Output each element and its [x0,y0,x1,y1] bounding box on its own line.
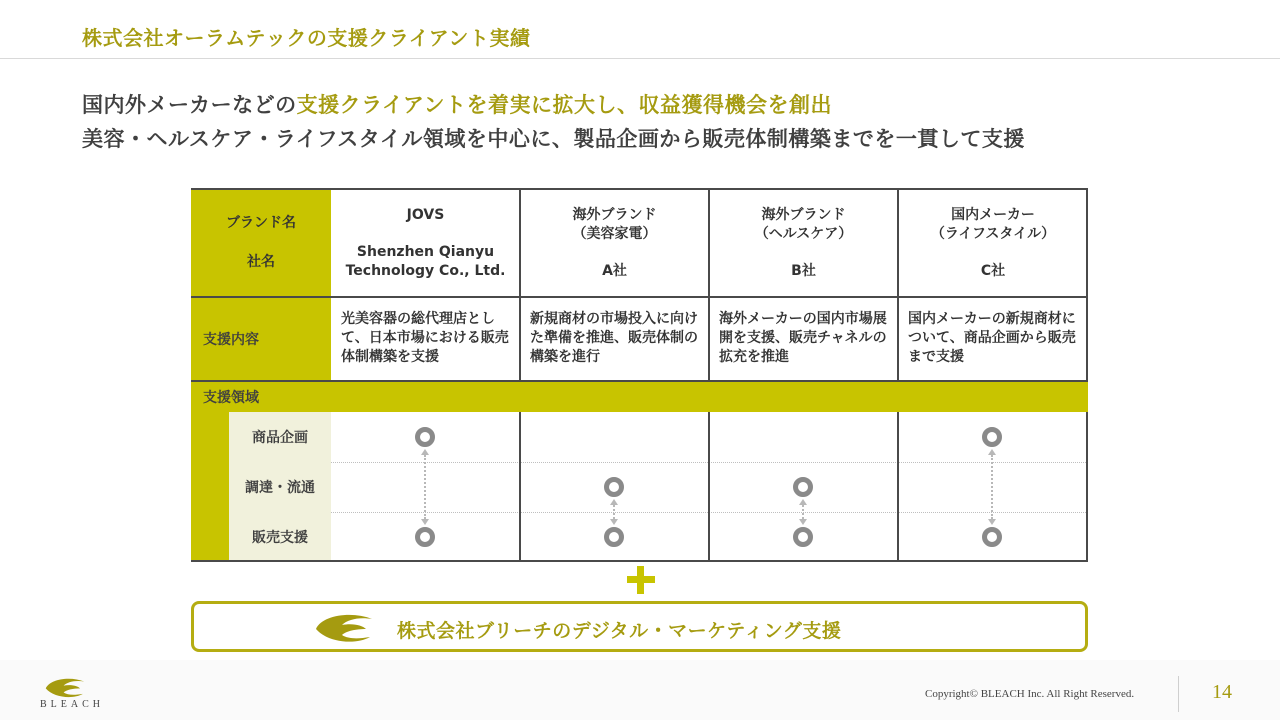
content-divider [191,380,1088,382]
client-4-brand-sub: （ライフスタイル） [930,225,1056,242]
connector-arrow-up-icon [799,499,807,505]
header-divider [191,296,1088,298]
client-header-3 [709,188,898,298]
client-2-content: 新規商材の市場投入に向けた準備を推進、販売体制の構築を進行 [530,311,698,365]
area-label-planning-text: 商品企画 [252,430,308,446]
support-mark-icon [604,477,624,497]
connector-arrow-down-icon [610,519,618,525]
support-area-side-bar [191,412,229,562]
client-1-brand: JOVS [406,206,445,223]
client-1-company: Shenzhen Qianyu Technology Co., Ltd. [345,243,506,279]
support-connector [424,455,426,519]
connector-arrow-down-icon [988,519,996,525]
client-header-1 [331,188,520,298]
support-connector [991,455,993,519]
col-divider-3-bottom [897,412,899,562]
client-table [191,188,1088,562]
client-header-4 [898,188,1088,298]
bleach-support-banner [191,601,1088,652]
col-divider-3-top [897,188,899,382]
support-mark-icon [982,527,1002,547]
company-label: 社名 [247,254,275,270]
plus-icon [627,566,655,594]
connector-arrow-down-icon [799,519,807,525]
support-connector [613,505,615,519]
col-divider-1-top [519,188,521,382]
connector-arrow-down-icon [421,519,429,525]
brand-company-label-cell [191,188,331,298]
client-header-2 [520,188,709,298]
col-divider-2-top [708,188,710,382]
support-mark-icon [604,527,624,547]
lead-line-1-prefix: 国内外メーカーなどの [82,93,297,117]
footer-bleach-logo-icon [40,676,90,698]
client-2-brand: 海外ブランド [572,206,657,223]
col-divider-1-bottom [519,412,521,562]
support-mark-icon [793,477,813,497]
client-4-brand: 国内メーカー [951,206,1035,223]
support-content-label-text: 支援内容 [203,332,259,348]
client-4-company: C社 [980,262,1006,279]
table-right-border-top [1086,188,1088,382]
connector-arrow-up-icon [988,449,996,455]
client-3-content: 海外メーカーの国内市場展開を支援、販売チャネルの拡充を推進 [719,311,887,365]
lead-line-1-highlight: 支援クライアントを着実に拡大し、収益獲得機会を創出 [296,93,832,117]
connector-arrow-up-icon [421,449,429,455]
support-connector [802,505,804,519]
support-area-band [191,382,1088,412]
support-area-label: 支援領域 [203,390,259,406]
client-3-brand: 海外ブランド [761,206,846,223]
col-divider-2-bottom [708,412,710,562]
lead-line-2: 美容・ヘルスケア・ライフスタイル領域を中心に、製品企画から販売体制構築までを一貫して支援 [82,127,1025,151]
lead-line-1 [82,89,832,119]
table-top-border [191,188,1088,190]
client-3-brand-sub: （ヘルスケア） [754,225,853,242]
page-number: 14 [1212,681,1232,703]
client-3-company: B社 [791,262,816,279]
support-mark-icon [793,527,813,547]
client-1-content: 光美容器の総代理店として、日本市場における販売体制構築を支援 [341,311,509,365]
area-label-sales-text: 販売支援 [252,530,308,546]
support-mark-icon [415,527,435,547]
area-label-distribution-text: 調達・流通 [245,480,315,496]
support-mark-icon [982,427,1002,447]
connector-arrow-up-icon [610,499,618,505]
client-2-company: A社 [602,262,627,279]
area-label-planning [229,412,331,462]
bleach-logo-icon [312,611,376,643]
area-label-distribution [229,462,331,512]
page-title: 株式会社オーラムテックの支援クライアント実績 [82,26,531,50]
brand-label: ブランド名 [226,215,296,231]
area-label-sales [229,512,331,562]
footer-divider [1178,676,1179,712]
footer-logo-text: BLEACH [40,699,104,710]
support-banner-text: 株式会社ブリーチのデジタル・マーケティング支援 [397,620,842,642]
support-content-label [191,298,331,380]
client-2-brand-sub: （美容家電） [572,225,657,242]
table-bottom-border [191,560,1088,562]
table-right-border-bottom [1086,412,1088,562]
support-mark-icon [415,427,435,447]
copyright-text: Copyright© BLEACH Inc. All Right Reserved. [925,688,1135,700]
client-4-content: 国内メーカーの新規商材について、商品企画から販売まで支援 [908,311,1076,365]
